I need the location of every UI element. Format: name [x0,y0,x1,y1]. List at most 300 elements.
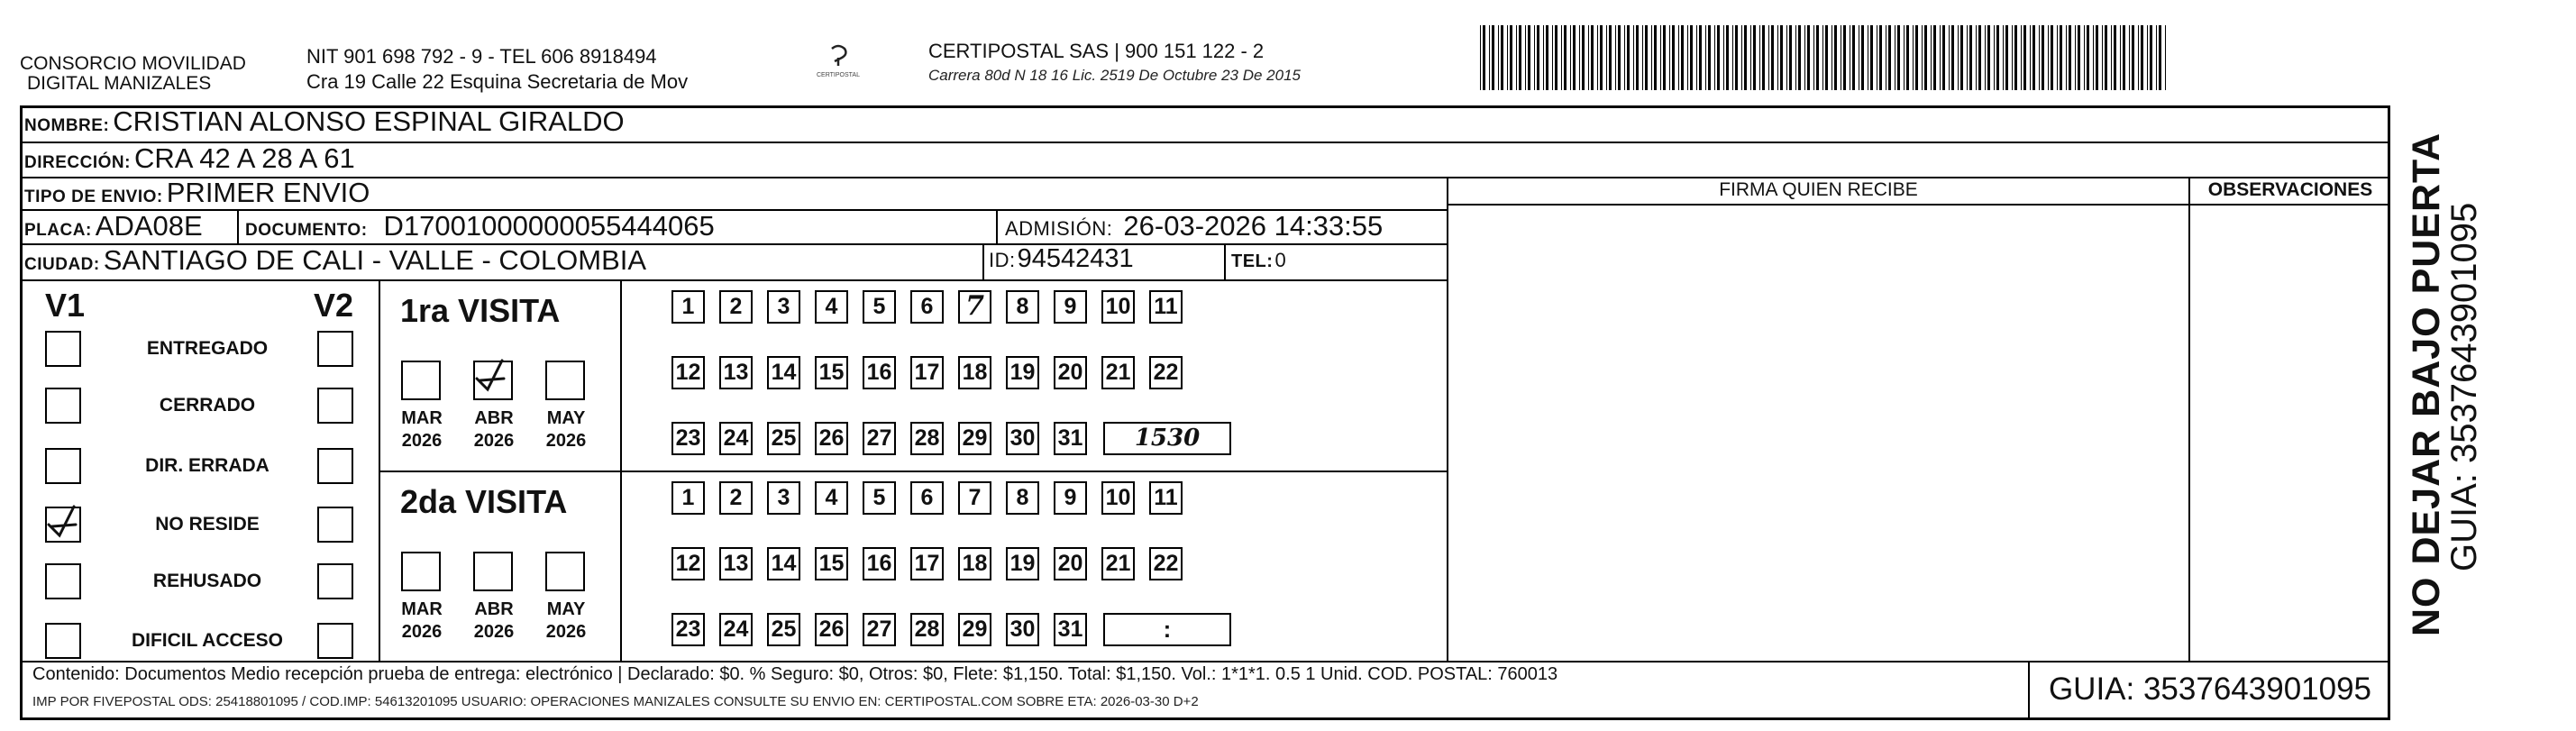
day-box[interactable]: 11 [1149,290,1183,324]
barcode-bar [2039,25,2040,90]
day-box[interactable]: 19 [1006,547,1039,580]
tel-label: TEL: [1231,251,1274,271]
day-box[interactable]: 15 [815,356,848,389]
barcode-bar [1510,25,1512,90]
barcode-bar [1951,25,1954,90]
status-label: NO RESIDE [155,514,260,535]
barcode-bar [1672,25,1675,90]
day-box[interactable]: 31 [1054,422,1087,455]
day-box[interactable]: 10 [1101,290,1135,324]
day-box[interactable]: 15 [815,547,848,580]
handwritten-day-mark: 7 [965,290,984,322]
barcode-bar [2150,25,2152,90]
barcode-bar [1537,25,1539,90]
barcode-bar [1913,25,1914,90]
barcode-bar [1732,25,1733,90]
barcode-bar [1940,25,1941,90]
nit-line: NIT 901 698 792 - 9 - TEL 606 8918494 [306,45,657,68]
barcode-bar [1804,25,1805,90]
recipient-name: CRISTIAN ALONSO ESPINAL GIRALDO [113,105,625,137]
divider [20,142,2390,143]
plate-label: PLACA: [24,221,92,240]
barcode-bar [1714,25,1715,90]
day-box[interactable]: 7 [958,481,991,515]
barcode-bar [1699,25,1702,90]
barcode-bar [2005,25,2008,90]
barcode-bar [1987,25,1990,90]
barcode-bar [1645,25,1648,90]
barcode-bar [1480,25,1481,90]
barcode-bar [1931,25,1932,90]
month-label: MAY 2026 [545,408,587,451]
barcode-bar [1507,25,1508,90]
barcode-bar [1600,25,1603,90]
barcode-bar [1534,25,1535,90]
barcode-bar [1949,25,1950,90]
handwritten-check-icon [471,357,511,397]
barcode-bar [1816,25,1819,90]
day-box[interactable]: 9 [1054,290,1087,324]
status-v2-checkbox[interactable] [317,448,353,484]
day-box[interactable]: 12 [671,547,705,580]
barcode-bar [1789,25,1792,90]
address-row [24,142,355,175]
day-box[interactable]: 24 [719,422,753,455]
barcode-bar [1573,25,1576,90]
day-box[interactable]: 20 [1054,356,1087,389]
barcode-bar [1915,25,1918,90]
barcode [1478,25,2172,90]
barcode-bar [1570,25,1571,90]
status-label: DIFICIL ACCESO [131,630,283,651]
barcode-bar [1985,25,1986,90]
barcode-bar [1888,25,1891,90]
v1-label: V1 [45,287,86,324]
month-label: ABR 2026 [473,408,515,451]
day-box[interactable]: 22 [1149,356,1183,389]
barcode-bar [1870,25,1873,90]
day-box[interactable]: 31 [1054,613,1087,646]
barcode-bar [1780,25,1783,90]
day-box[interactable]: 16 [863,547,896,580]
divider [20,279,1448,281]
barcode-bar [1561,25,1562,90]
company-name-line2: DIGITAL MANIZALES [27,73,212,94]
barcode-bar [2032,25,2035,90]
barcode-bar [2078,25,2080,90]
day-box[interactable]: 3 [767,290,800,324]
day-box[interactable]: 21 [1101,356,1135,389]
barcode-bar [1777,25,1778,90]
day-box[interactable]: 20 [1054,547,1087,580]
day-box[interactable]: 14 [767,547,800,580]
contents-line: Contenido: Documentos Medio recepción prueba de entrega: electrónico | Declarado: $0. % Seguro: $0, Otros: $0, Flete: $1,150. Total: $1,150. Vol.: 1*1*1. 0.5 1 Unid. COD. POSTAL: 760013 [32,664,1558,684]
visit-title: 2da VISITA [400,483,568,520]
barcode-bar [1663,25,1666,90]
barcode-bar [1753,25,1756,90]
divider [620,279,622,661]
courier-line2: Carrera 80d N 18 16 Lic. 2519 De Octubre 23 De 2015 [928,67,1301,84]
day-box[interactable]: 6 [910,290,944,324]
barcode-bar [2165,25,2166,90]
barcode-bar [1519,25,1521,90]
day-box[interactable]: 30 [1006,613,1039,646]
barcode-bar [1660,25,1661,90]
barcode-bar [1528,25,1530,90]
barcode-bar [2114,25,2116,90]
day-box[interactable]: 13 [719,356,753,389]
day-box[interactable]: 24 [719,613,753,646]
courier-logo-icon [807,41,870,96]
day-box[interactable]: 6 [910,481,944,515]
barcode-bar [1615,25,1616,90]
barcode-bar [1969,25,1972,90]
divider [379,279,380,661]
day-box[interactable]: 2 [719,290,753,324]
barcode-bar [2021,25,2022,90]
barcode-bar [1942,25,1945,90]
day-box[interactable]: 1 [671,481,705,515]
barcode-bar [1501,25,1503,90]
barcode-bar [1768,25,1769,90]
day-box[interactable]: 30 [1006,422,1039,455]
barcode-bar [1750,25,1751,90]
barcode-bar [1555,25,1557,90]
day-box[interactable]: 16 [863,356,896,389]
no-dejar-warning: NO DEJAR BAJO PUERTA [2405,132,2448,636]
barcode-bar [2030,25,2031,90]
barcode-bar [2111,25,2112,90]
day-box[interactable]: 9 [1054,481,1087,515]
barcode-bar [1978,25,1981,90]
barcode-bar [2096,25,2098,90]
plate-row [24,210,203,242]
day-box[interactable]: 26 [815,613,848,646]
barcode-bar [1795,25,1796,90]
status-label: CERRADO [159,395,256,416]
recipient-address: CRA 42 A 28 A 61 [133,142,355,174]
barcode-bar [1633,25,1634,90]
day-box[interactable]: 11 [1149,481,1183,515]
status-v1-checkbox[interactable] [45,388,81,424]
barcode-bar [1879,25,1882,90]
barcode-bar [1861,25,1864,90]
barcode-bar [1807,25,1810,90]
barcode-bar [1726,25,1729,90]
barcode-bar [1681,25,1684,90]
company-name-line1: CONSORCIO MOVILIDAD [20,53,246,74]
barcode-bar [1822,25,1823,90]
day-box[interactable]: 21 [1101,547,1135,580]
day-box[interactable]: 5 [863,481,896,515]
address-label: DIRECCIÓN: [24,153,131,172]
barcode-bar [1618,25,1621,90]
barcode-bar [2066,25,2067,90]
handwritten-check-icon [43,503,83,543]
status-v1-checkbox[interactable] [45,623,81,659]
day-box[interactable]: 27 [863,613,896,646]
month-checkbox[interactable] [401,361,441,400]
barcode-bar [1564,25,1567,90]
barcode-bar [1582,25,1585,90]
document-value: D17001000000055444065 [383,210,715,242]
barcode-bar [2156,25,2157,90]
barcode-bar [2051,25,2053,90]
day-box[interactable]: 2 [719,481,753,515]
id-value: 94542431 [1017,244,1134,273]
day-box[interactable]: 25 [767,613,800,646]
send-type-label: TIPO DE ENVIO: [24,187,163,206]
barcode-bar [1669,25,1670,90]
divider [996,209,998,243]
barcode-bar [2132,25,2134,90]
day-box[interactable]: 25 [767,422,800,455]
barcode-bar [1492,25,1494,90]
barcode-bar [1498,25,1499,90]
barcode-bar [1552,25,1553,90]
time-box[interactable]: : [1103,613,1231,646]
barcode-bar [1904,25,1905,90]
observations-header: OBSERVACIONES [2207,179,2373,200]
status-v1-checkbox[interactable] [45,448,81,484]
barcode-bar [2105,25,2107,90]
name-row [24,105,625,138]
day-box[interactable]: 26 [815,422,848,455]
day-box[interactable]: 27 [863,422,896,455]
barcode-bar [1744,25,1747,90]
barcode-bar [1786,25,1787,90]
address-line: Cra 19 Calle 22 Esquina Secretaria de Mov [306,70,689,93]
barcode-bar [2057,25,2058,90]
divider [982,243,984,279]
day-box[interactable]: 13 [719,547,753,580]
barcode-bar [1960,25,1963,90]
status-v2-checkbox[interactable] [317,388,353,424]
barcode-bar [1996,25,1999,90]
barcode-bar [1933,25,1936,90]
guia-box: GUIA: 3537643901095 [2028,661,2390,720]
tel-row [1231,249,1286,272]
month-checkbox[interactable] [473,552,513,591]
divider [237,209,239,243]
month-label: MAR 2026 [401,599,443,642]
status-v1-checkbox[interactable] [45,331,81,367]
barcode-bar [2087,25,2089,90]
barcode-bar [1771,25,1774,90]
barcode-bar [2123,25,2125,90]
day-box[interactable]: 29 [958,422,991,455]
logo-caption: CERTIPOSTAL [817,72,860,78]
side-guia: GUIA: 3537643901095 [2444,202,2484,571]
barcode-bar [1705,25,1706,90]
tel-value: 0 [1274,249,1286,271]
barcode-bar [2042,25,2044,90]
id-label: ID: [989,249,1016,271]
barcode-bar [1609,25,1612,90]
barcode-bar [1958,25,1959,90]
barcode-bar [1636,25,1639,90]
barcode-bar [1525,25,1526,90]
status-label: DIR. ERRADA [145,455,269,476]
month-checkbox[interactable] [401,552,441,591]
day-box[interactable]: 19 [1006,356,1039,389]
month-label: MAY 2026 [545,599,587,642]
barcode-bar [1543,25,1544,90]
barcode-bar [2102,25,2103,90]
month-label: ABR 2026 [473,599,515,642]
signature-header: FIRMA QUIEN RECIBE [1719,179,1918,200]
barcode-bar [1591,25,1594,90]
barcode-bar [1834,25,1837,90]
day-box[interactable]: 4 [815,290,848,324]
id-row [989,244,1134,274]
barcode-bar [1624,25,1625,90]
admission-row [1005,210,1383,242]
admission-label: ADMISIÓN: [1005,217,1113,240]
month-checkbox[interactable] [545,552,585,591]
barcode-bar [2069,25,2071,90]
month-checkbox[interactable] [473,361,513,400]
status-v1-checkbox[interactable] [45,563,81,599]
barcode-bar [1843,25,1846,90]
day-box[interactable]: 5 [863,290,896,324]
barcode-bar [1687,25,1688,90]
send-type: PRIMER ENVIO [166,177,370,208]
barcode-bar [2075,25,2076,90]
barcode-bar [1546,25,1548,90]
barcode-bar [1825,25,1828,90]
day-box[interactable]: 12 [671,356,705,389]
barcode-bar [2120,25,2121,90]
day-box[interactable]: 28 [910,613,944,646]
barcode-bar [2159,25,2161,90]
barcode-bar [1588,25,1589,90]
day-box[interactable]: 17 [910,547,944,580]
courier-logo [807,41,870,96]
divider [379,471,1448,472]
month-label: MAR 2026 [401,408,443,451]
barcode-bar [2048,25,2049,90]
day-box[interactable]: 23 [671,422,705,455]
barcode-bar [1735,25,1738,90]
day-box[interactable]: 28 [910,422,944,455]
status-v2-checkbox[interactable] [317,507,353,543]
barcode-bar [1741,25,1742,90]
barcode-bar [1798,25,1801,90]
city-label: CIUDAD: [24,255,100,274]
barcode-bar [1483,25,1485,90]
status-label: ENTREGADO [146,338,269,359]
barcode-bar [1994,25,1995,90]
city-value: SANTIAGO DE CALI - VALLE - COLOMBIA [103,244,647,276]
observations-area[interactable] [2190,206,2390,661]
day-box[interactable]: 3 [767,481,800,515]
time-box[interactable]: 1530 [1103,422,1231,455]
barcode-bar [1654,25,1657,90]
barcode-bar [1976,25,1977,90]
day-box[interactable]: 14 [767,356,800,389]
barcode-bar [1708,25,1711,90]
barcode-bar [1717,25,1720,90]
barcode-bar [1723,25,1724,90]
day-box[interactable]: 29 [958,613,991,646]
city-row [24,244,646,277]
status-v2-checkbox[interactable] [317,331,353,367]
barcode-bar [1762,25,1765,90]
barcode-bar [1489,25,1490,90]
barcode-bar [1922,25,1923,90]
day-box[interactable]: 17 [910,356,944,389]
document-label: DOCUMENTO: [245,221,368,240]
barcode-bar [1606,25,1607,90]
barcode-bar [1516,25,1517,90]
barcode-bar [2093,25,2094,90]
barcode-bar [2138,25,2139,90]
barcode-bar [1967,25,1968,90]
document-row [245,210,715,242]
barcode-bar [1906,25,1909,90]
barcode-bar [2014,25,2017,90]
barcode-bar [2003,25,2004,90]
barcode-bar [1924,25,1927,90]
barcode-bar [2141,25,2143,90]
day-box[interactable]: 23 [671,613,705,646]
barcode-bar [2023,25,2026,90]
barcode-bar [1696,25,1697,90]
day-box[interactable]: 22 [1149,547,1183,580]
barcode-bar [1579,25,1580,90]
day-box[interactable]: 4 [815,481,848,515]
barcode-bar [1813,25,1814,90]
barcode-bar [2129,25,2130,90]
visit-title: 1ra VISITA [400,292,561,329]
courier-line1: CERTIPOSTAL SAS | 900 151 122 - 2 [928,40,1265,62]
send-type-row [24,177,370,209]
status-v2-checkbox[interactable] [317,623,353,659]
print-line: IMP POR FIVEPOSTAL ODS: 25418801095 / COD.IMP: 54613201095 USUARIO: OPERACIONES MANIZALES CONSULTE SU ENVIO EN: CERTIPOSTAL.COM SOBRE ETA: 2026-03-30 D+2 [32,694,1199,709]
barcode-bar [2060,25,2062,90]
barcode-bar [2147,25,2148,90]
name-label: NOMBRE: [24,116,110,135]
barcode-bar [1678,25,1679,90]
day-box[interactable] [958,290,991,324]
day-box[interactable]: 8 [1006,481,1039,515]
barcode-bar [1759,25,1760,90]
plate-value: ADA08E [95,210,203,242]
status-v2-checkbox[interactable] [317,563,353,599]
signature-area[interactable] [1448,206,2188,661]
barcode-bar [1897,25,1900,90]
divider [1224,243,1226,279]
day-box[interactable]: 1 [671,290,705,324]
barcode-bar [2012,25,2013,90]
barcode-bar [1852,25,1855,90]
barcode-bar [1690,25,1693,90]
day-box[interactable]: 18 [958,356,991,389]
admission-value: 26-03-2026 14:33:55 [1123,210,1384,242]
barcode-bar [1597,25,1598,90]
barcode-bar [1627,25,1630,90]
barcode-bar [1642,25,1643,90]
day-box[interactable]: 10 [1101,481,1135,515]
status-label: REHUSADO [152,571,262,591]
barcode-bar [1651,25,1652,90]
day-box[interactable]: 18 [958,547,991,580]
status-v1-checkbox[interactable] [45,507,81,543]
month-checkbox[interactable] [545,361,585,400]
barcode-bar [2084,25,2085,90]
day-box[interactable]: 8 [1006,290,1039,324]
